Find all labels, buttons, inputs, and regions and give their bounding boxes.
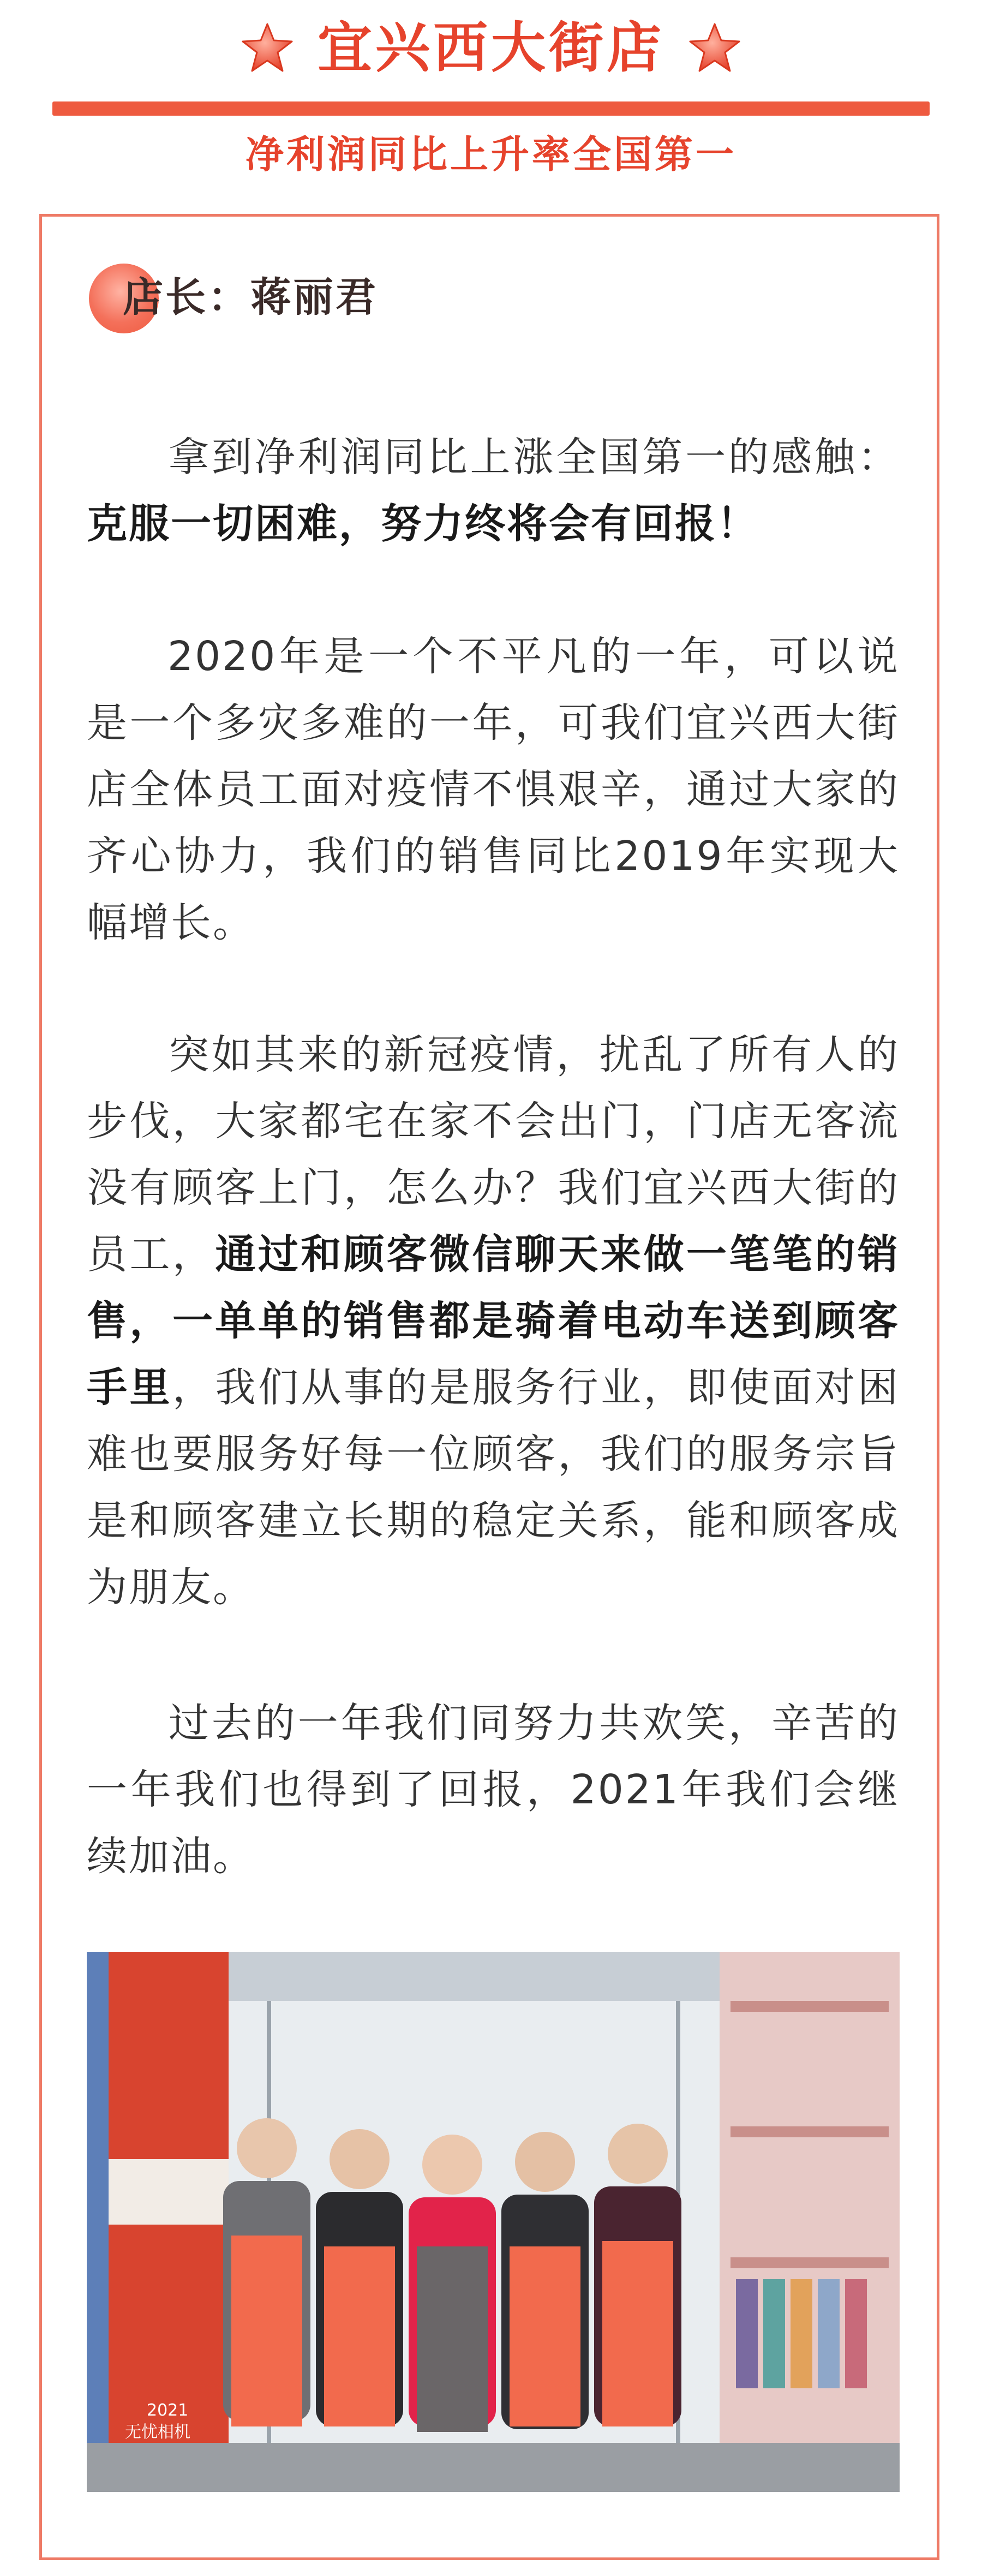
paragraph-closing xyxy=(87,1690,900,1890)
paragraph-emphasis: 克服一切困难，努力终将会有回报！ xyxy=(87,500,759,547)
team-photo xyxy=(87,1952,900,2492)
paragraph-2020 xyxy=(87,623,900,956)
paragraph-text: 过去的一年我们同努力共欢笑，辛苦的一年我们也得到了回报，2021年我们会继续加油。 xyxy=(87,1700,900,1880)
paragraph-text: 突如其来的新冠疫情，扰乱了所有人的步伐，大家都宅在家不会出门，门店无客流没有顾客上门，怎么办？我们宜兴西大街的员工， xyxy=(87,1031,900,1278)
title-row xyxy=(0,10,982,86)
photo-watermark-brand: 无忧相机 xyxy=(125,2423,190,2442)
content-card xyxy=(39,214,939,2560)
photo-watermark-year: 2021 xyxy=(147,2401,189,2420)
subtitle: 净利润同比上升率全国第一 xyxy=(246,132,736,177)
paragraph-text: 拿到净利润同比上涨全国第一的感触： xyxy=(167,434,900,481)
star-icon xyxy=(240,21,295,75)
paragraph-text: ，我们从事的是服务行业，即使面对困难也要服务好每一位顾客，我们的服务宗旨是和顾客建立长期的稳定关系，能和顾客成为朋友。 xyxy=(87,1364,900,1611)
paragraph-text: 2020年是一个不平凡的一年，可以说是一个多灾多难的一年，可我们宜兴西大街店全体员工面对疫情不惧艰辛，通过大家的齐心协力，我们的销售同比2019年实现大幅增长。 xyxy=(87,633,900,946)
paragraph-feeling xyxy=(87,424,900,557)
star-icon xyxy=(687,21,742,75)
paragraph-pandemic xyxy=(87,1021,900,1621)
manager-heading xyxy=(89,259,378,336)
title-divider xyxy=(52,101,930,116)
header xyxy=(0,0,982,109)
manager-name: 店长：蒋丽君 xyxy=(123,274,378,321)
paragraph-emphasis: 通过和顾客微信聊天来做一笔笔的销售，一单单的销售都是骑着电动车送到顾客手里 xyxy=(87,1231,900,1411)
page-title: 宜兴西大街店 xyxy=(318,16,664,80)
